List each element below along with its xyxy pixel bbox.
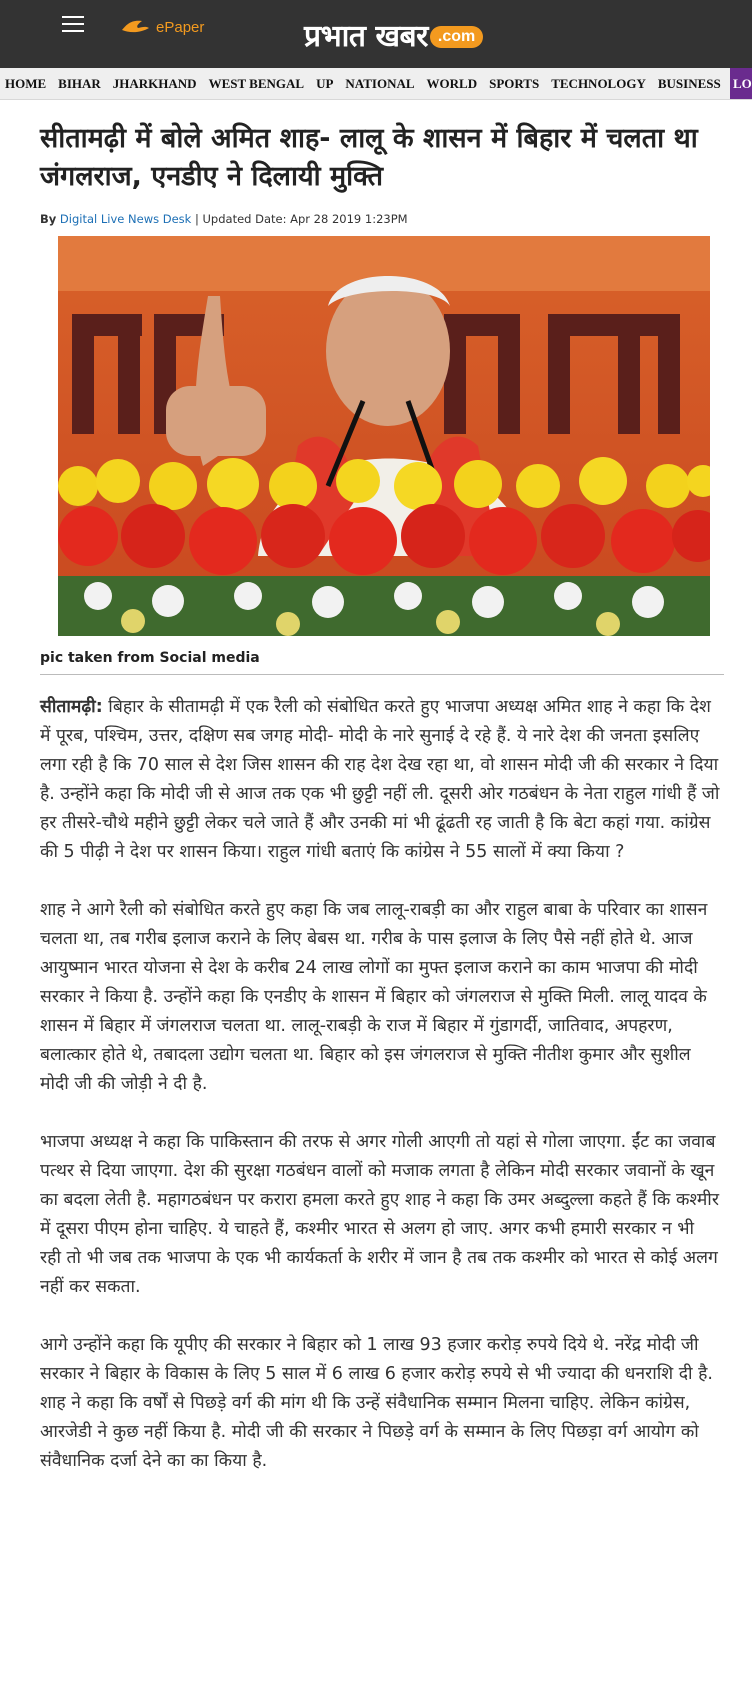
nav-item-national[interactable]: NATIONAL xyxy=(345,76,415,91)
nav-item-technology[interactable]: TECHNOLOGY xyxy=(551,76,646,91)
hamburger-menu-icon[interactable] xyxy=(62,16,84,34)
site-logo[interactable] xyxy=(304,14,483,55)
nav-item-sports[interactable]: SPORTS xyxy=(489,76,540,91)
site-header xyxy=(0,0,752,68)
nav-item-jharkhand[interactable]: JHARKHAND xyxy=(112,76,197,91)
article-photo xyxy=(58,236,710,636)
article-headline: सीतामढ़ी में बोले अमित शाह- लालू के शासन में बिहार में चलता था जंगलराज, एनडीए ने दिलायी मुक्ति xyxy=(40,123,698,192)
byline-separator: | xyxy=(194,212,199,226)
nav-item-business[interactable]: BUSINESS xyxy=(657,76,721,91)
paragraph-1-text: बिहार के सीतामढ़ी में एक रैली को संबोधित करते हुए भाजपा अध्यक्ष अमित शाह ने कहा कि देश में पूरब, पश्चिम, उत्तर, दक्षिण सब जगह मोदी- मोदी के नारे सुनाई दे रहे हैं. ये नारे देश की जनता इसलिए लगा रही है कि 70 साल से देश जिस शासन की राह देश देख रहा था, वो शासन मोदी जी की सरकार ने दिया है. उन्होंने कहा कि मोदी जी से आज तक एक भी छुट्टी नहीं ली. दूसरी ओर गठबंधन के नेता राहुल गांधी हैं जो हर तीसरे-चौथे महीने छुट्टी लेकर चले जाते हैं और उनकी मां भी ढूंढती रह जाती है कि बेटा कहां गया. कांग्रेस की 5 पीढ़ी ने देश पर शासन किया। राहुल गांधी बताएं कि कांग्रेस ने 55 सालों में क्या किया ? xyxy=(40,697,720,862)
nav-item-cut[interactable]: LO xyxy=(730,68,752,100)
logo-text: प्रभात खबर xyxy=(304,19,428,54)
logo-suffix: .com xyxy=(430,26,483,48)
paragraph-3: भाजपा अध्यक्ष ने कहा कि पाकिस्तान की तरफ से अगर गोली आएगी तो यहां से गोला जाएगा. ईंट का जवाब पत्थर से दिया जाएगा. देश की सुरक्षा गठबंधन वालों को मजाक लगता है लेकिन मोदी सरकार जवानों के खून का बदला लेती है. महागठबंधन पर करारा हमला करते हुए शाह ने कहा कि उमर अब्दुल्ला कहते हैं कि कश्मीर में दूसरा पीएम होना चाहिए. ये चाहते हैं, कश्मीर भारत से अलग हो जाए. अगर कभी हमारी सरकार न भी रही तो भी जब तक भाजपा के एक भी कार्यकर्ता के शरीर में जान है तब तक कश्मीर को भारत से कोई अलग नहीं कर सकता. xyxy=(40,1132,719,1297)
updated-date: Updated Date: Apr 28 2019 1:23PM xyxy=(202,212,408,226)
nav-item-world[interactable]: WORLD xyxy=(426,76,478,91)
photo-caption: pic taken from Social media xyxy=(40,650,724,675)
speaker-photo-illustration xyxy=(58,236,710,636)
article-body xyxy=(40,693,720,1476)
paragraph-2: शाह ने आगे रैली को संबोधित करते हुए कहा कि जब लालू-राबड़ी का और राहुल बाबा के परिवार का शासन चलता था, तब गरीब इलाज कराने के लिए बेबस था. गरीब के पास इलाज के लिए पैसे नहीं होते थे. आज आयुष्मान भारत योजना से देश के करीब 24 लाख लोगों का मुफ्त इलाज कराने का काम भाजपा की मोदी सरकार ने किया है. उन्होंने कहा कि एनडीए के शासन में बिहार को जंगलराज से मुक्ति मिली. लालू यादव के शासन में बिहार में जंगलराज चलता था. लालू-राबड़ी के राज में बिहार में गुंडागर्दी, जातिवाद, अपहरण, बलात्कार होते थे, तबादला उद्योग चलता था. बिहार को इस जंगलराज से मुक्ति नीतीश कुमार और सुशील मोदी जी की जोड़ी ने दी है. xyxy=(40,900,708,1094)
nav-item-bihar[interactable]: BIHAR xyxy=(58,76,101,91)
article xyxy=(0,120,752,1476)
author-link[interactable]: Digital Live News Desk xyxy=(59,212,192,226)
byline xyxy=(40,212,712,226)
nav-item-up[interactable]: UP xyxy=(316,76,334,91)
epaper-label: ePaper xyxy=(156,18,205,36)
main-nav xyxy=(0,68,752,100)
epaper-link[interactable] xyxy=(120,18,204,36)
epaper-bird-icon xyxy=(120,18,150,36)
paragraph-1 xyxy=(40,693,720,867)
nav-item-west-bengal[interactable]: WEST BENGAL xyxy=(208,76,305,91)
dateline: सीतामढ़ी: xyxy=(40,697,103,717)
byline-by-label: By xyxy=(40,212,57,226)
nav-item-home[interactable]: HOME xyxy=(5,76,47,91)
paragraph-4: आगे उन्होंने कहा कि यूपीए की सरकार ने बिहार को 1 लाख 93 हजार करोड़ रुपये दिये थे. नरेंद्र मोदी जी सरकार ने बिहार के विकास के लिए 5 साल में 6 लाख 6 हजार करोड़ रुपये से भी ज्यादा की धनराशि दी है. शाह ने कहा कि वर्षों से पिछड़े वर्ग की मांग थी कि उन्हें संवैधानिक सम्मान मिलना चाहिए. लेकिन कांग्रेस, आरजेडी ने कुछ नहीं किया है. मोदी जी की सरकार ने पिछड़े वर्ग के सम्मान के लिए पिछड़ा वर्ग आयोग को संवैधानिक दर्जा देने का का किया है. xyxy=(40,1335,713,1471)
